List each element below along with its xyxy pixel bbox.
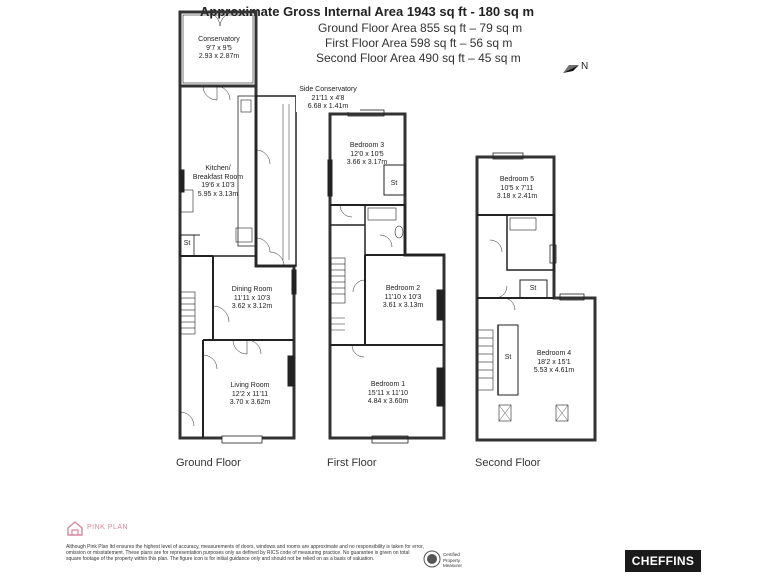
room-name: Bedroom 2 [385,285,421,292]
room-size-metric: 3.18 x 2.41m [496,193,538,200]
brand-name: PINK PLAN [87,524,129,531]
room-conservatory [186,36,252,62]
room-size-imperial: 11'11 x 10'3 [233,294,271,302]
storage-first: St [390,180,398,187]
floor-label-ground: Ground Floor [176,457,241,469]
floor-label-second: Second Floor [475,457,541,469]
room-size-metric: 5.95 x 3.13m [197,190,239,198]
room-name: Living Room [230,382,270,389]
rics-badge [423,550,483,570]
room-kitchen [190,165,246,199]
disclaimer-text: Although Pink Plan ltd ensures the highest level of accuracy, measurements of doors, windows and rooms are approximate and no responsibility is taken for error, omission or misstatement. These plans are for representation purposes only as defined by RICS code of measuring practice. No guarantee is given on total square footage of the property within this plan. The figure icon is for initial guidance only and should not be relied on as a basis of valuation. [66,544,424,563]
floor-label-first: First Floor [327,457,377,469]
room-name: Conservatory [198,36,240,43]
room-size-imperial: 11'10 x 10'3 [384,293,422,301]
rics-line-3: Measurer [443,563,463,568]
room-size-imperial: 15'11 x 11'10 [367,389,409,397]
room-size-imperial: 12'2 x 11'11 [231,390,269,398]
room-size-metric: 5.53 x 4.61m [533,367,575,374]
second-floor-area: Second Floor Area 490 sq ft – 45 sq m [316,51,521,65]
room-name: Bedroom 1 [370,381,406,388]
room-size-metric: 3.62 x 3.12m [231,303,273,310]
brand-logo [66,520,129,536]
room-size-imperial: 10'5 x 7'11 [500,184,534,192]
room-name-line2: Breakfast Room [192,173,244,181]
rics-line-2: Property [443,557,461,563]
room-size-metric: 3.70 x 3.62m [229,399,271,406]
room-bedroom-1 [357,381,419,407]
room-bedroom-4 [524,350,584,376]
room-name: Kitchen/ [205,165,231,172]
room-side-conservatory [296,86,360,112]
room-size-metric: 3.61 x 3.13m [382,302,424,309]
room-bedroom-3 [338,142,396,168]
room-name: Bedroom 3 [349,142,385,149]
first-floor-area: First Floor Area 598 sq ft – 56 sq m [325,36,513,50]
room-size-imperial: 9'7 x 9'5 [206,44,232,52]
room-living [218,382,282,408]
room-size-imperial: 21'11 x 4'8 [311,94,345,102]
room-name: Side Conservatory [299,86,357,93]
room-size-metric: 3.66 x 3.17m [346,159,388,166]
room-size-metric: 6.68 x 1.41m [307,103,349,110]
room-size-imperial: 19'6 x 10'3 [201,182,235,189]
ground-floor-plan [180,12,296,443]
room-size-metric: 2.93 x 2.87m [198,53,240,60]
room-name: Dining Room [231,286,273,293]
storage-second-landing: St [529,285,537,292]
rics-caption [443,552,462,569]
storage-ground: St [183,240,191,247]
room-bedroom-5 [489,176,545,202]
agent-logo: CHEFFINS [625,550,701,572]
room-name: Bedroom 5 [499,176,535,183]
room-size-imperial: 18'2 x 15'1 [537,358,571,366]
room-name: Bedroom 4 [536,350,572,357]
north-label: N [581,61,589,72]
room-dining [222,286,282,312]
room-size-imperial: 12'0 x 10'5 [350,150,384,158]
page-title: Approximate Gross Internal Area 1943 sq ft - 180 sq m [200,4,535,19]
ground-floor-area: Ground Floor Area 855 sq ft – 79 sq m [318,21,523,35]
storage-second-eaves: St [504,354,512,361]
house-logo-icon [66,520,84,536]
room-bedroom-2 [372,285,434,311]
rics-line-1: Certified [443,552,460,557]
room-size-metric: 4.84 x 3.60m [367,398,409,405]
rics-seal-icon [423,550,441,568]
